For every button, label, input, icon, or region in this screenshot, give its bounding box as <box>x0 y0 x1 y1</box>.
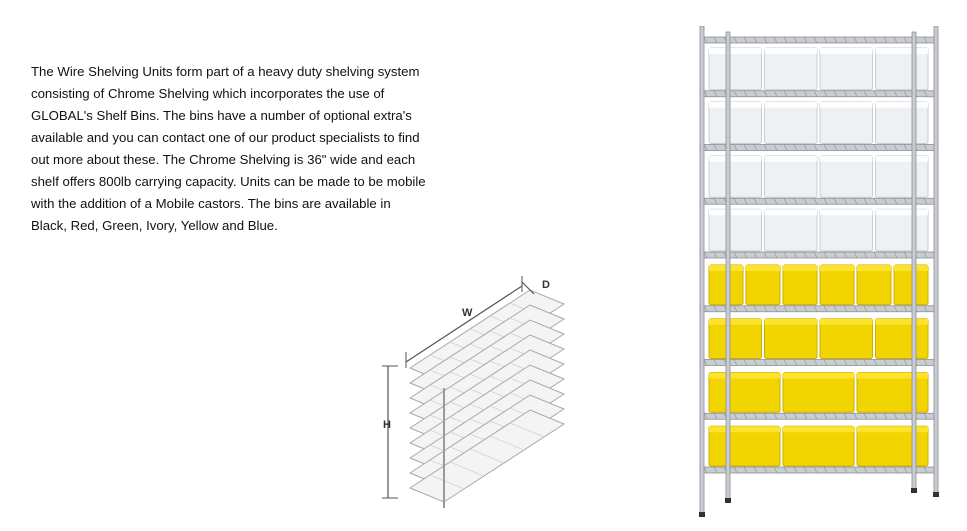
width-label: W <box>462 307 473 319</box>
chrome-post <box>912 32 916 492</box>
shelving-dimension-diagram <box>370 268 580 520</box>
description-line: with the addition of a Mobile castors. The bins are available in <box>31 196 391 211</box>
height-label: H <box>383 419 391 431</box>
post-foot <box>699 512 705 517</box>
clear-bin <box>765 48 818 90</box>
clear-bin <box>709 156 762 198</box>
description-line: GLOBAL's Shelf Bins. The bins have a number of optional extra's <box>31 108 412 123</box>
clear-bin <box>709 209 762 251</box>
chrome-post <box>726 32 730 502</box>
chrome-post <box>934 26 938 496</box>
clear-bin <box>820 156 873 198</box>
description-line: consisting of Chrome Shelving which incorporates the use of <box>31 86 385 101</box>
depth-label: D <box>542 279 550 291</box>
description-line: The Wire Shelving Units form part of a heavy duty shelving system <box>31 64 420 79</box>
post-foot <box>911 488 917 493</box>
diagram-shelf-stack <box>410 290 564 502</box>
description-line: shelf offers 800lb carrying capacity. Units can be made to be mobile <box>31 174 426 189</box>
clear-bin <box>876 209 929 251</box>
clear-bin <box>876 48 929 90</box>
chrome-post <box>700 26 704 516</box>
clear-bin <box>765 156 818 198</box>
post-foot <box>725 498 731 503</box>
description-line: out more about these. The Chrome Shelving is 36" wide and each <box>31 152 416 167</box>
clear-bin <box>820 48 873 90</box>
clear-bin <box>820 102 873 144</box>
clear-bin <box>765 102 818 144</box>
clear-bin <box>709 48 762 90</box>
post-foot <box>933 492 939 497</box>
description-line: Black, Red, Green, Ivory, Yellow and Blue. <box>31 218 278 233</box>
description-line: available and you can contact one of our product specialists to find <box>31 130 420 145</box>
clear-bin <box>765 209 818 251</box>
product-description <box>31 61 451 237</box>
clear-bin <box>709 102 762 144</box>
shelving-unit-photo <box>690 26 950 526</box>
clear-bin <box>876 156 929 198</box>
clear-bin <box>876 102 929 144</box>
clear-bin <box>820 209 873 251</box>
